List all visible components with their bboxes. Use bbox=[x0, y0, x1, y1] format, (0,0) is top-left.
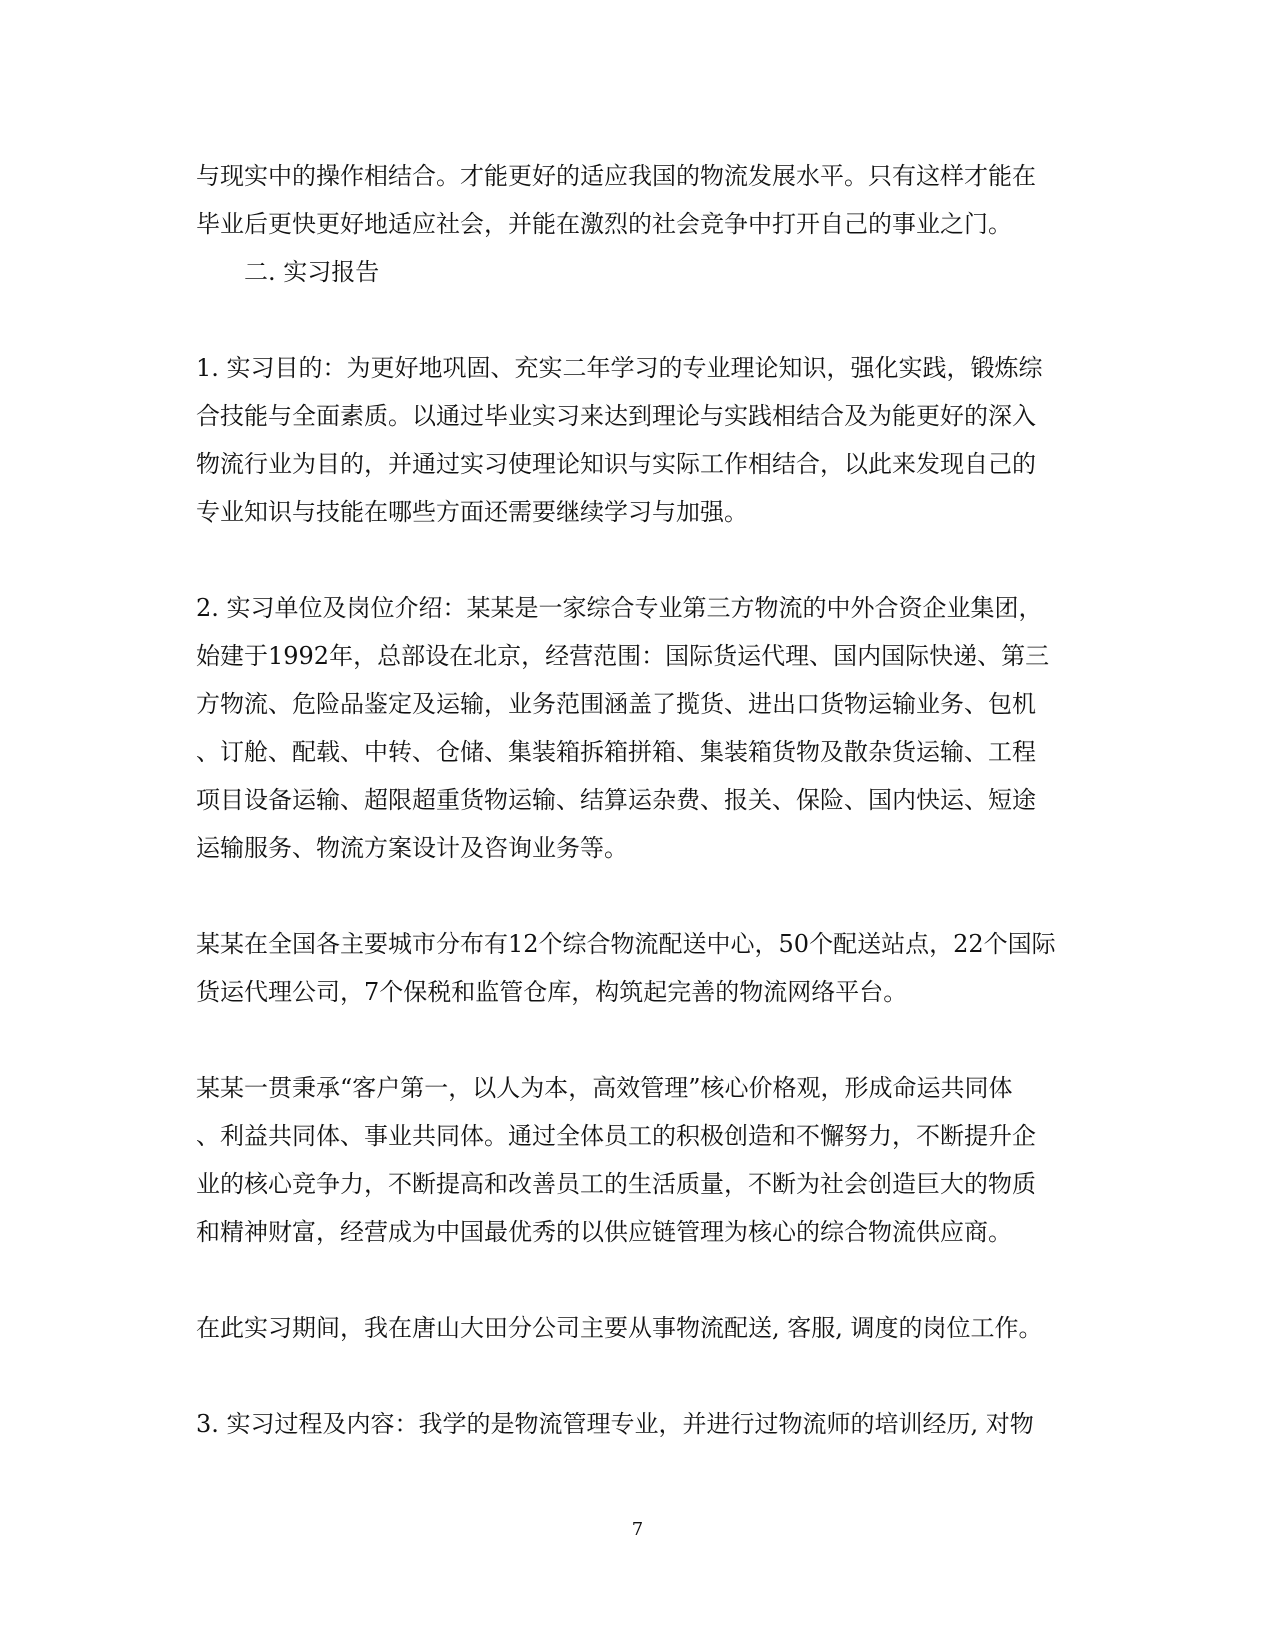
text-line: 方物流、危险品鉴定及运输，业务范围涵盖了揽货、进出口货物运输业务、包机 bbox=[196, 690, 1036, 718]
text-line: 毕业后更快更好地适应社会，并能在激烈的社会竞争中打开自己的事业之门。 bbox=[196, 210, 1012, 238]
text-line: 在此实习期间，我在唐山大田分公司主要从事物流配送, 客服, 调度的岗位工作。 bbox=[196, 1314, 1043, 1342]
paragraph-process bbox=[196, 1400, 1076, 1448]
paragraph-internship-purpose bbox=[196, 344, 1076, 536]
blank-line bbox=[196, 536, 1076, 584]
blank-line bbox=[196, 1352, 1076, 1400]
text-line: 某某在全国各主要城市分布有12个综合物流配送中心，50个配送站点，22个国际 bbox=[196, 930, 1056, 958]
document-body bbox=[196, 152, 1076, 1448]
paragraph-company-introduction bbox=[196, 584, 1076, 872]
text-line: 运输服务、物流方案设计及咨询业务等。 bbox=[196, 834, 628, 862]
text-line: 与现实中的操作相结合。才能更好的适应我国的物流发展水平。只有这样才能在 bbox=[196, 162, 1036, 190]
paragraph-network bbox=[196, 920, 1076, 1016]
text-line: 专业知识与技能在哪些方面还需要继续学习与加强。 bbox=[196, 498, 748, 526]
text-line: 1. 实习目的：为更好地巩固、充实二年学习的专业理论知识，强化实践，锻炼综 bbox=[196, 354, 1043, 382]
page-number: 7 bbox=[631, 1519, 644, 1540]
text-line: 和精神财富，经营成为中国最优秀的以供应链管理为核心的综合物流供应商。 bbox=[196, 1218, 1012, 1246]
paragraph-values bbox=[196, 1064, 1076, 1256]
text-line: 合技能与全面素质。以通过毕业实习来达到理论与实践相结合及为能更好的深入 bbox=[196, 402, 1036, 430]
text-line: 2. 实习单位及岗位介绍：某某是一家综合专业第三方物流的中外合资企业集团， bbox=[196, 594, 1043, 622]
text-line: 始建于1992年，总部设在北京，经营范围：国际货运代理、国内国际快递、第三 bbox=[196, 642, 1050, 670]
paragraph-position bbox=[196, 1304, 1076, 1352]
text-line: 物流行业为目的，并通过实习使理论知识与实际工作相结合，以此来发现自己的 bbox=[196, 450, 1036, 478]
blank-line bbox=[196, 296, 1076, 344]
section-heading-internship-report bbox=[196, 248, 1076, 296]
text-line: 货运代理公司，7个保税和监管仓库，构筑起完善的物流网络平台。 bbox=[196, 978, 908, 1006]
text-line: 项目设备运输、超限超重货物运输、结算运杂费、报关、保险、国内快运、短途 bbox=[196, 786, 1036, 814]
text-line: 、订舱、配载、中转、仓储、集装箱拆箱拼箱、集装箱货物及散杂货运输、工程 bbox=[196, 738, 1036, 766]
blank-line bbox=[196, 1256, 1076, 1304]
text-line: 、利益共同体、事业共同体。通过全体员工的积极创造和不懈努力，不断提升企 bbox=[196, 1122, 1036, 1150]
section-heading: 二. 实习报告 bbox=[244, 258, 380, 286]
text-line: 某某一贯秉承“客户第一，以人为本，高效管理”核心价格观，形成命运共同体 bbox=[196, 1074, 1013, 1102]
text-line: 业的核心竞争力，不断提高和改善员工的生活质量，不断为社会创造巨大的物质 bbox=[196, 1170, 1036, 1198]
text-line: 3. 实习过程及内容：我学的是物流管理专业，并进行过物流师的培训经历, 对物 bbox=[196, 1410, 1034, 1438]
paragraph-intro-continuation bbox=[196, 152, 1076, 248]
blank-line bbox=[196, 1016, 1076, 1064]
blank-line bbox=[196, 872, 1076, 920]
